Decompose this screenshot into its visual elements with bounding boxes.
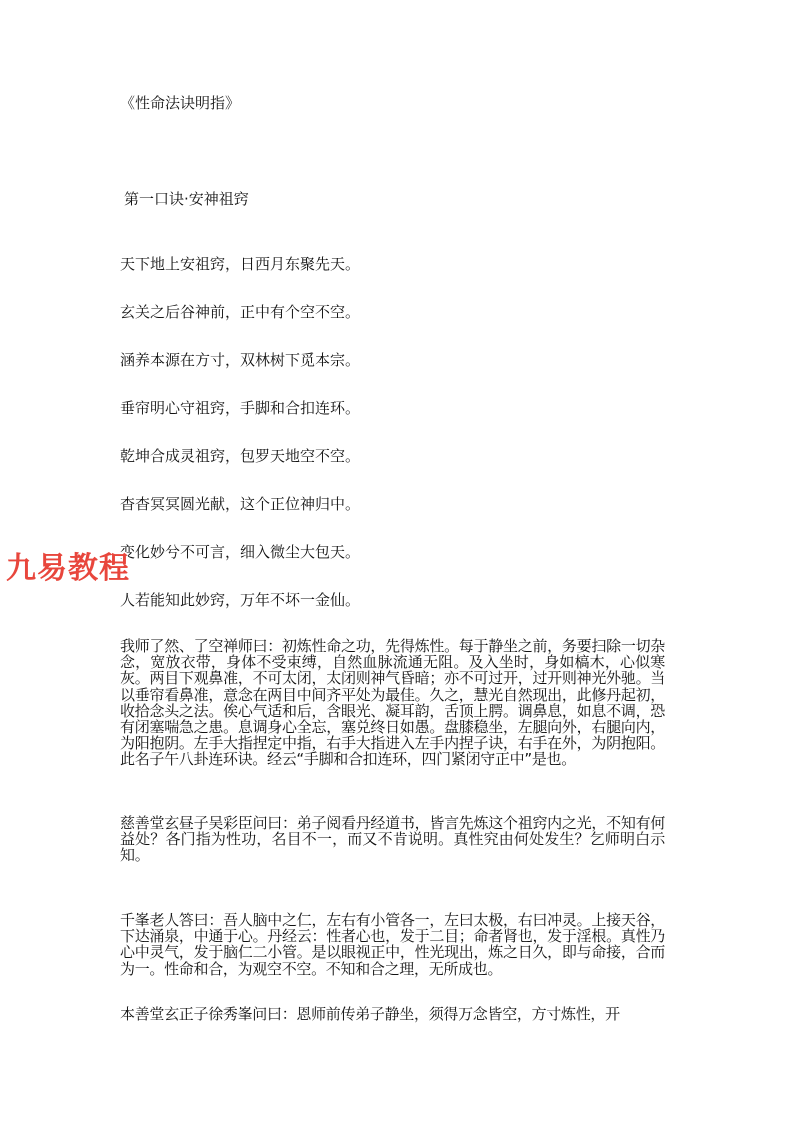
verse-line: 变化妙兮不可言，细入微尘大包天。 [120,543,361,561]
body-paragraph: 我师了然、了空禅师曰：初炼性命之功，先得炼性。每于静坐之前，务要扫除一切杂念，宽放衣带，身体不受束缚，自然血脉流通无阻。及入坐时，身如槁木，心似寒灰。两目下观鼻准，不可太闭，太闭则神气昏暗；亦不可过开，过开则神光外驰。当以垂帘看鼻准，意念在两目中间齐平处为最佳。久之，慧光自然现出，此修丹起初，收拾念头之法。俟心气适和后，含眼光、凝耳韵，舌顶上腭。调鼻息，如息不调，恐有闭塞喘急之患。息调身心全忘，塞兑终日如愚。盘膝稳坐，左腿向外，右腿向内，为阳抱阴。左手大指捏定中指，右手大指进入左手内捏子诀，右手在外，为阴抱阳。此名子午八卦连环诀。经云“手脚和合扣连环，四门紧闭守正中”是也。 [120,637,665,769]
verse-line: 玄关之后谷神前，正中有个空不空。 [120,303,361,321]
body-paragraph: 千峯老人答曰：吾人脑中之仁，左右有小管各一，左曰太极，右曰冲灵。上接天谷，下达涌泉，中通于心。丹经云：性者心也，发于二目；命者肾也，发于淫根。真性乃心中灵气，发于脑仁二小管。是以眼视正中，性光现出，炼之日久，即与命接，合而为一。性命和合，为观空不空。不知和合之理，无所成也。 [120,911,665,978]
watermark-logo: 九易教程 [6,551,130,586]
verse-line: 乾坤合成灵祖窍，包罗天地空不空。 [120,447,361,465]
body-paragraph: 慈善堂玄昼子吴彩臣问曰：弟子阅看丹经道书，皆言先炼这个祖窍内之光，不知有何益处？各门指为性功，名目不一，而又不肯说明。真性究由何处发生？乞师明白示知。 [120,814,665,865]
verse-line: 垂帘明心守祖窍，手脚和合扣连环。 [120,399,361,417]
document-title: 《性命法诀明指》 [120,94,241,112]
verse-line: 杳杳冥冥圆光献，这个正位神归中。 [120,495,361,513]
verse-line: 人若能知此妙窍，万年不坏一金仙。 [120,591,361,609]
section-heading: 第一口诀·安神祖窍 [124,190,249,208]
body-paragraph: 本善堂玄正子徐秀峯问曰：恩师前传弟子静坐，须得万念皆空，方寸炼性，开 [120,1005,620,1023]
verse-line: 天下地上安祖窍，日西月东聚先天。 [120,255,361,273]
verse-line: 涵养本源在方寸，双林树下觅本宗。 [120,351,361,369]
